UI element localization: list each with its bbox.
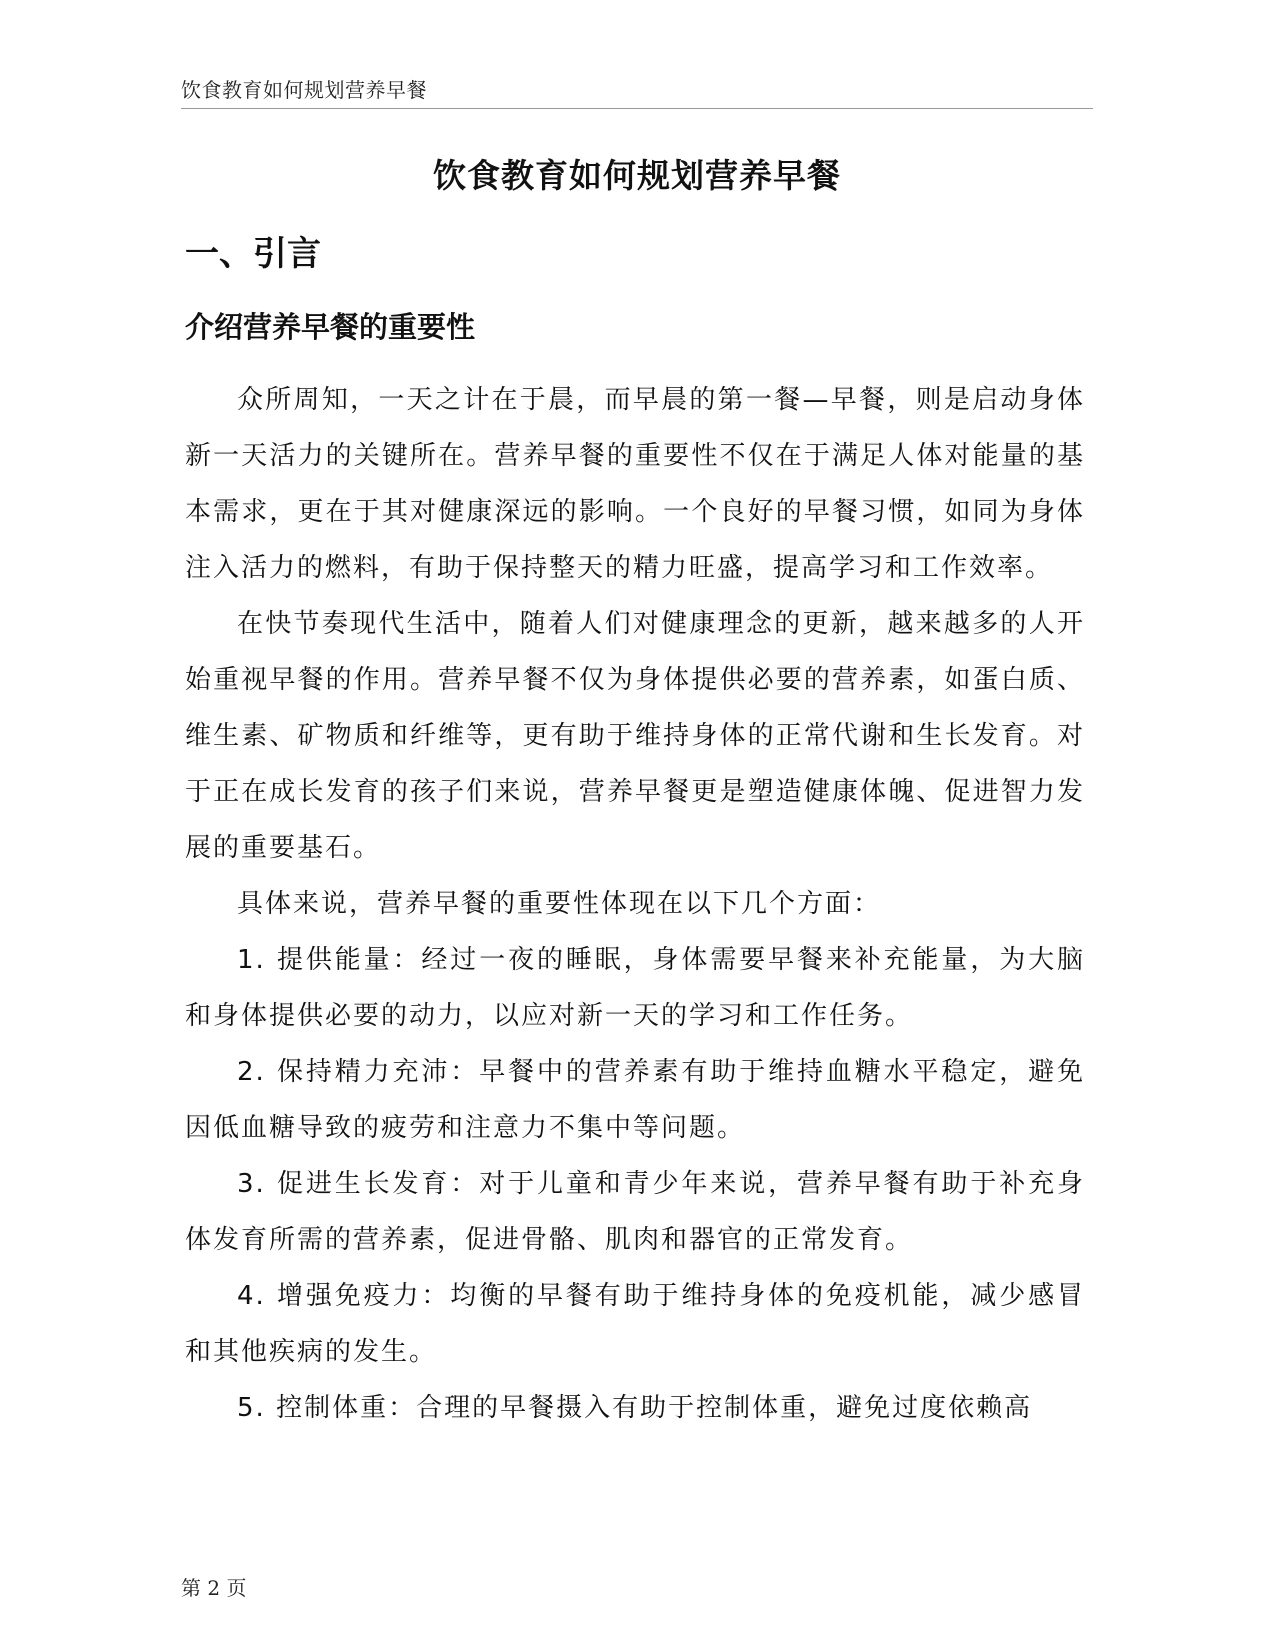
list-item-immunity: 4. 增强免疫力：均衡的早餐有助于维持身体的免疫机能，减少感冒和其他疾病的发生。: [185, 1281, 1085, 1367]
list-item-energy: 1. 提供能量：经过一夜的睡眠，身体需要早餐来补充能量，为大脑和身体提供必要的动力，以应对新一天的学习和工作任务。: [185, 945, 1085, 1031]
header-divider: [181, 108, 1093, 109]
document-title: 饮食教育如何规划营养早餐: [433, 156, 841, 195]
paragraph-intro: 众所周知，一天之计在于晨，而早晨的第一餐—早餐，则是启动身体新一天活力的关键所在。营养早餐的重要性不仅在于满足人体对能量的基本需求，更在于其对健康深远的影响。一个良好的早餐习惯，如同为身体注入活力的燃料，有助于保持整天的精力旺盛，提高学习和工作效率。: [185, 385, 1085, 583]
running-header: 饮食教育如何规划营养早餐: [181, 78, 427, 102]
paragraph-aspects-lead: 具体来说，营养早餐的重要性体现在以下几个方面：: [237, 889, 882, 919]
paragraph-modern-life: 在快节奏现代生活中，随着人们对健康理念的更新，越来越多的人开始重视早餐的作用。营养早餐不仅为身体提供必要的营养素，如蛋白质、维生素、矿物质和纤维等，更有助于维持身体的正常代谢和生长发育。对于正在成长发育的孩子们来说，营养早餐更是塑造健康体魄、促进智力发展的重要基石。: [185, 609, 1085, 863]
section-heading: 一、引言: [185, 234, 321, 274]
body-text: [185, 372, 1085, 1436]
list-item-weight: 5. 控制体重：合理的早餐摄入有助于控制体重，避免过度依赖高: [237, 1393, 1033, 1423]
page-number: 第 2 页: [181, 1576, 247, 1600]
list-item-growth: 3. 促进生长发育：对于儿童和青少年来说，营养早餐有助于补充身体发育所需的营养素，促进骨骼、肌肉和器官的正常发育。: [185, 1169, 1085, 1255]
subsection-heading: 介绍营养早餐的重要性: [185, 310, 476, 344]
list-item-vitality: 2. 保持精力充沛：早餐中的营养素有助于维持血糖水平稳定，避免因低血糖导致的疲劳和注意力不集中等问题。: [185, 1057, 1085, 1143]
